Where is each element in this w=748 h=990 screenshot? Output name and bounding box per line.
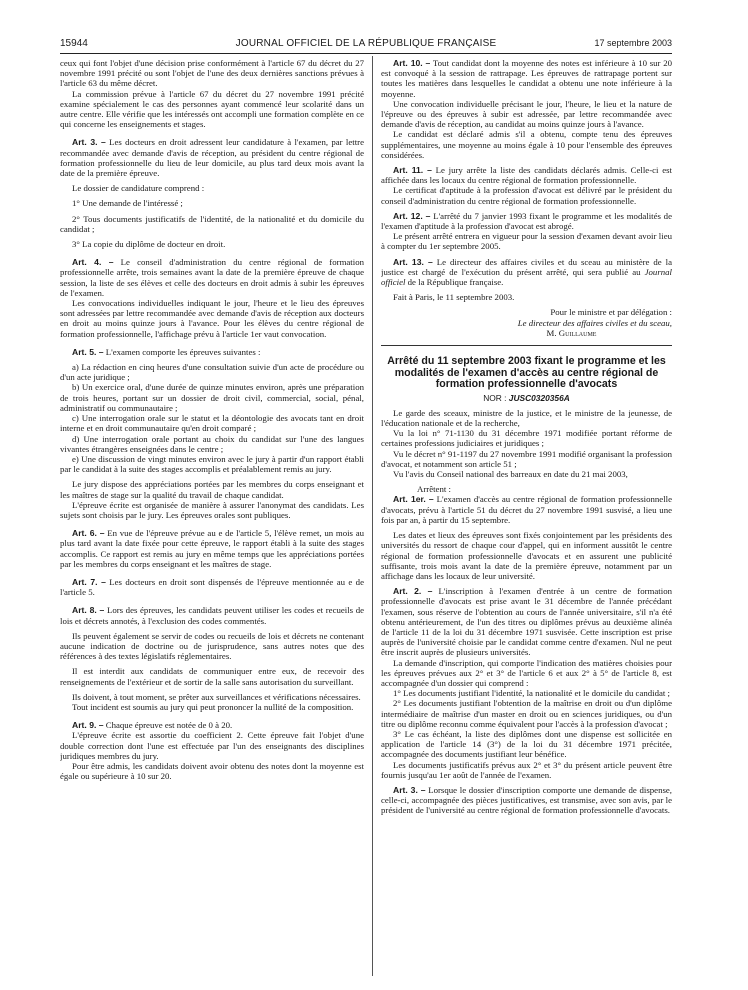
- signatory-name: M. Guillaume: [546, 327, 597, 338]
- right-column: [381, 58, 672, 976]
- section-separator: [381, 345, 672, 346]
- paragraph: Les dates et lieux des épreuves sont fixés conjointement par les présidents des universités du ressort de chaque cour d'appel, qui en informent aussitôt le centre régional de formation professionnelle d'avocats et en assurent une publicité suffisante, trois mois avant la date de la première épreuve, notamment par un affichage dans les locaux de leur université.: [381, 530, 672, 581]
- article-5: [60, 347, 364, 357]
- article-text: Le directeur des affaires civiles et du sceau au ministère de la justice est chargé de l'exécution du présent arrêté, qui sera publié au: [381, 256, 672, 277]
- paragraph: ceux qui font l'objet d'une décision prise conformément à l'article 67 du décret du 27 novembre 1991 précité ou sont l'objet de l'une des deux dernières sanctions prévues à l'article 63 du même décret.: [60, 58, 364, 89]
- list-item: 3° La copie du diplôme de docteur en droit.: [72, 239, 226, 250]
- page-header: [60, 38, 672, 52]
- article-label: Art. 7. –: [72, 576, 106, 587]
- article-12: [381, 211, 672, 231]
- article-label: Art. 11. –: [393, 165, 432, 176]
- article-label: Art. 3. –: [72, 137, 106, 148]
- paragraph: Ils doivent, à tout moment, se prêter aux surveillances et vérifications nécessaires.: [72, 691, 361, 702]
- paragraph: Il est interdit aux candidats de communiquer entre eux, de recevoir des renseignements de l'extérieur et de sortir de la salle sans autorisation du surveillant.: [60, 666, 364, 687]
- article-text: L'arrêté du 7 janvier 1993 fixant le programme et les modalités de l'examen d'aptitude à la profession d'avocat est abrogé.: [381, 210, 672, 232]
- article-text: Tout candidat dont la moyenne des notes est inférieure à 10 sur 20 est convoqué à la session de rattrapage. Les épreuves de rattrapage portent sur toutes les matières dans lesquelles le candidat a obtenu une note inférieure à la moyenne.: [381, 58, 672, 99]
- article-label: Art. 3. –: [393, 784, 426, 795]
- article-label: Art. 2. –: [393, 586, 433, 597]
- paragraph: Les documents justificatifs prévus aux 2° et 3° du présent article peuvent être fournis jusqu'au 1er août de l'année de l'examen.: [381, 759, 672, 780]
- arretent-heading: Arrêtent :: [417, 484, 451, 495]
- list-item: 3° Le cas échéant, la liste des diplômes dont une dispense est sollicitée en application de l'article 14 (3°) de la loi du 31 décembre 1971 précitée, accompagnée des documents justifiant leur bénéfice.: [381, 728, 672, 760]
- header-rule: [60, 53, 672, 54]
- article-label: Art. 4. –: [72, 257, 114, 268]
- nor-label: NOR :: [483, 392, 509, 403]
- article-text: de la République française.: [405, 277, 504, 288]
- paragraph: Une convocation individuelle précisant le jour, l'heure, le lieu et la nature de l'épreuve ou des épreuves à subir est adressée, par lettre recommandée avec demande d'avis de réception, au candidat au moins quinze jours à l'avance.: [381, 98, 672, 130]
- paragraph: Pour être admis, les candidats doivent avoir obtenu des notes dont la moyenne est égale ou supérieure à 10 sur 20.: [60, 760, 364, 782]
- article-9: [60, 720, 364, 730]
- article-13: [381, 257, 672, 288]
- article-label: Art. 8. –: [72, 605, 105, 616]
- paragraph: La commission prévue à l'article 67 du décret du 27 novembre 1991 précité examine spécialement le cas des personnes ayant commencé leur scolarité dans un autre centre. Elle vérifie que les intéressés ont accompli une formation complète en ce qui concerne les enseignements et stages.: [60, 88, 364, 130]
- article-label: Art. 13. –: [393, 256, 433, 267]
- signature-place-date: Fait à Paris, le 11 septembre 2003.: [393, 292, 515, 303]
- arrete-title: Arrêté du 11 septembre 2003 fixant le programme et les modalités de l'examen d'accès au centre régional de formation professionnelle d'avocats: [387, 355, 666, 391]
- visa: Vu la loi n° 71-1130 du 31 décembre 1971 modifiée portant réforme de certaines professions judiciaires et juridiques ;: [381, 428, 672, 449]
- article-text: L'examen comporte les épreuves suivantes :: [103, 346, 261, 357]
- paragraph: Le certificat d'aptitude à la profession d'avocat est délivré par le président du conseil d'administration du centre régional de formation professionnelle.: [381, 185, 672, 206]
- paragraph: L'épreuve écrite est organisée de manière à assurer l'anonymat des candidats. Les sujets sont choisis par le jury. Les épreuves orales sont publiques.: [60, 499, 364, 520]
- article-2: [381, 586, 672, 657]
- signatory-title: Le directeur des affaires civiles et du sceau,: [517, 317, 672, 328]
- paragraph: Le jury dispose des appréciations portées par les membres du corps enseignant et les maîtres de stage sur la qualité du travail de chaque candidat.: [60, 479, 364, 500]
- article-7: [60, 577, 364, 597]
- list-item: e) Une discussion de vingt minutes environ avec le jury à partir d'un rapport établi par le candidat à la suite des stages accomplis et préalablement remis au jury.: [60, 453, 364, 475]
- visa: Le garde des sceaux, ministre de la justice, et le ministre de la jeunesse, de l'éducation nationale et de la recherche,: [381, 407, 672, 429]
- list-item: c) Une interrogation orale sur le statut et la déontologie des avocats tant en droit interne et en droit communautaire qu'en droit comparé ;: [60, 413, 364, 434]
- delegation-line: Pour le ministre et par délégation :: [550, 307, 672, 318]
- visa: Vu l'avis du Conseil national des barreaux en date du 21 mai 2003,: [393, 469, 628, 480]
- column-divider: [372, 56, 373, 976]
- paragraph: Les convocations individuelles indiquant le jour, l'heure et le lieu des épreuves sont adressées par lettre recommandée avec demande d'avis de réception aux docteurs en droit au moins quinze jours à l'avance. Pour les élèves du centre régional de formation professionnelle, l'affichage prévu à l'article 1er vaut convocation.: [60, 298, 364, 339]
- list-item: 1° Une demande de l'intéressé ;: [72, 198, 183, 209]
- article-text: En vue de l'épreuve prévue au e de l'article 5, l'élève remet, un mois au plus tard avant la date fixée pour cette épreuve, le rapport établi à la suite des stages accomplis. Ce rapport est remis au jury en même temps que les appréciations portées par les membres du corps enseignant et les maîtres de stage.: [60, 528, 364, 569]
- publication-date: 17 septembre 2003: [594, 38, 672, 48]
- paragraph: Tout incident est soumis au jury qui peut prononcer la nullité de la composition.: [72, 701, 354, 712]
- article-text: Les docteurs en droit sont dispensés de l'épreuve mentionnée au e de l'article 5.: [60, 576, 364, 598]
- page-number: 15944: [60, 38, 88, 49]
- article-11: [381, 165, 672, 185]
- article-label: Art. 10. –: [393, 58, 431, 68]
- article-4: [60, 257, 364, 298]
- article-label: Art. 1er. –: [393, 494, 434, 505]
- left-column: [60, 58, 364, 976]
- paragraph: Le candidat est déclaré admis s'il a obtenu, compte tenu des épreuves supplémentaires, une moyenne au moins égale à 10 pour l'ensemble des épreuves considérées.: [381, 129, 672, 160]
- article-3: [60, 137, 364, 178]
- article-text: Les docteurs en droit adressent leur candidature à l'examen, par lettre recommandée avec demande d'avis de réception, au président du centre régional de formation professionnelle du lieu de leur domicile, au plus tard deux mois avant la date de la première épreuve.: [60, 137, 364, 179]
- article-label: Art. 12. –: [393, 210, 431, 221]
- list-item: 1° Les documents justifiant l'identité, la nationalité et le domicile du candidat ;: [393, 688, 670, 699]
- article-label: Art. 6. –: [72, 528, 105, 539]
- journal-reference: Journal officiel: [381, 266, 672, 288]
- article-text: Le conseil d'administration du centre régional de formation professionnelle arrête, trois semaines avant la date de la première épreuve de chaque session, la liste de ses élèves et celle des docteurs en droit admis à subir les épreuves de l'examen.: [60, 257, 364, 298]
- article-10: [381, 58, 672, 99]
- article-text: Le jury arrête la liste des candidats déclarés admis. Celle-ci est affichée dans les locaux du centre régional de formation professionnelle.: [381, 165, 672, 186]
- journal-title: JOURNAL OFFICIEL DE LA RÉPUBLIQUE FRANÇAISE: [235, 38, 497, 49]
- list-item: 2° Tous documents justificatifs de l'identité, de la nationalité et du domicile du candidat ;: [60, 213, 364, 234]
- article-text: Lorsque le dossier d'inscription comporte une demande de dispense, celle-ci, accompagnée des pièces justificatives, est transmise, avec son avis, par le président de l'université au centre régional de formation professionnelle d'avocats.: [381, 784, 672, 816]
- article-text: L'inscription à l'examen d'entrée à un centre de formation professionnelle d'avocats est prise avant le 31 décembre de l'année précédant l'examen, sous réserve de l'obtention au cours de l'année universitaire, s'il n'a été obtenu antérieurement, de l'un des titres ou diplômes prévus au deuxième alinéa de l'article 11 de la loi du 31 décembre 1971 susvisée. Cette inscription est prise auprès de l'université choisie par le candidat comme centre d'examen. Nul ne peut être inscrit auprès de plusieurs universités.: [381, 586, 672, 658]
- article-3-arrete: [381, 785, 672, 816]
- paragraph: L'épreuve écrite est assortie du coefficient 2. Cette épreuve fait l'objet d'une double correction dont l'une est effectuée par l'un des enseignants des disciplines juridiques membres du jury.: [60, 730, 364, 761]
- visa: Vu le décret n° 91-1197 du 27 novembre 1991 modifié organisant la profession d'avocat, et notamment son article 51 ;: [381, 448, 672, 469]
- paragraph: Le dossier de candidature comprend :: [72, 183, 205, 194]
- article-label: Art. 5. –: [72, 346, 104, 357]
- paragraph: Le présent arrêté entrera en vigueur pour la session d'examen devant avoir lieu à compter du 1er septembre 2005.: [381, 231, 672, 252]
- article-text: Lors des épreuves, les candidats peuvent utiliser les codes et recueils de lois et décrets annotés, à l'exclusion des codes commentés.: [60, 605, 364, 626]
- list-item: b) Un exercice oral, d'une durée de quinze minutes environ, après une préparation de trois heures, portant sur un dossier de droit civil, commercial, social, pénal, administratif ou communautaire ;: [60, 382, 364, 413]
- list-item: d) Une interrogation orale portant au choix du candidat sur l'une des langues vivantes étrangères enseignées dans le centre ;: [60, 433, 364, 454]
- article-label: Art. 9. –: [72, 720, 104, 731]
- article-8: [60, 605, 364, 625]
- article-6: [60, 528, 364, 569]
- nor-reference: [381, 393, 672, 403]
- nor-code: JUSC0320356A: [508, 392, 570, 403]
- article-text: Chaque épreuve est notée de 0 à 20.: [103, 720, 233, 731]
- article-text: L'examen d'accès au centre régional de formation professionnelle d'avocats, prévu à l'article 51 du décret du 27 novembre 1991 susvisé, a lieu une fois par an, à partir du 15 septembre.: [381, 494, 672, 525]
- paragraph: Ils peuvent également se servir de codes ou recueils de lois et décrets ne contenant aucune indication de doctrine ou de jurisprudence, sans autres notes que des références à des textes législatifs réglementaires.: [60, 630, 364, 662]
- paragraph: La demande d'inscription, qui comporte l'indication des matières choisies pour les épreuves prévues aux 2° et 3° de l'article 6 et aux 2° à 5° de l'article 8, est accompagnée d'un dossier qui comprend :: [381, 657, 672, 688]
- list-item: 2° Les documents justifiant l'obtention de la maîtrise en droit ou d'un diplôme intermédiaire de maîtrise d'un master en droit ou en sciences juridiques, ou d'un titre ou diplôme reconnu comme équivalent pour l'accès à la profession d'avocat ;: [381, 698, 672, 729]
- article-1: [381, 494, 672, 525]
- list-item: a) La rédaction en cinq heures d'une consultation suivie d'un acte de procédure ou d'un acte juridique ;: [60, 362, 364, 383]
